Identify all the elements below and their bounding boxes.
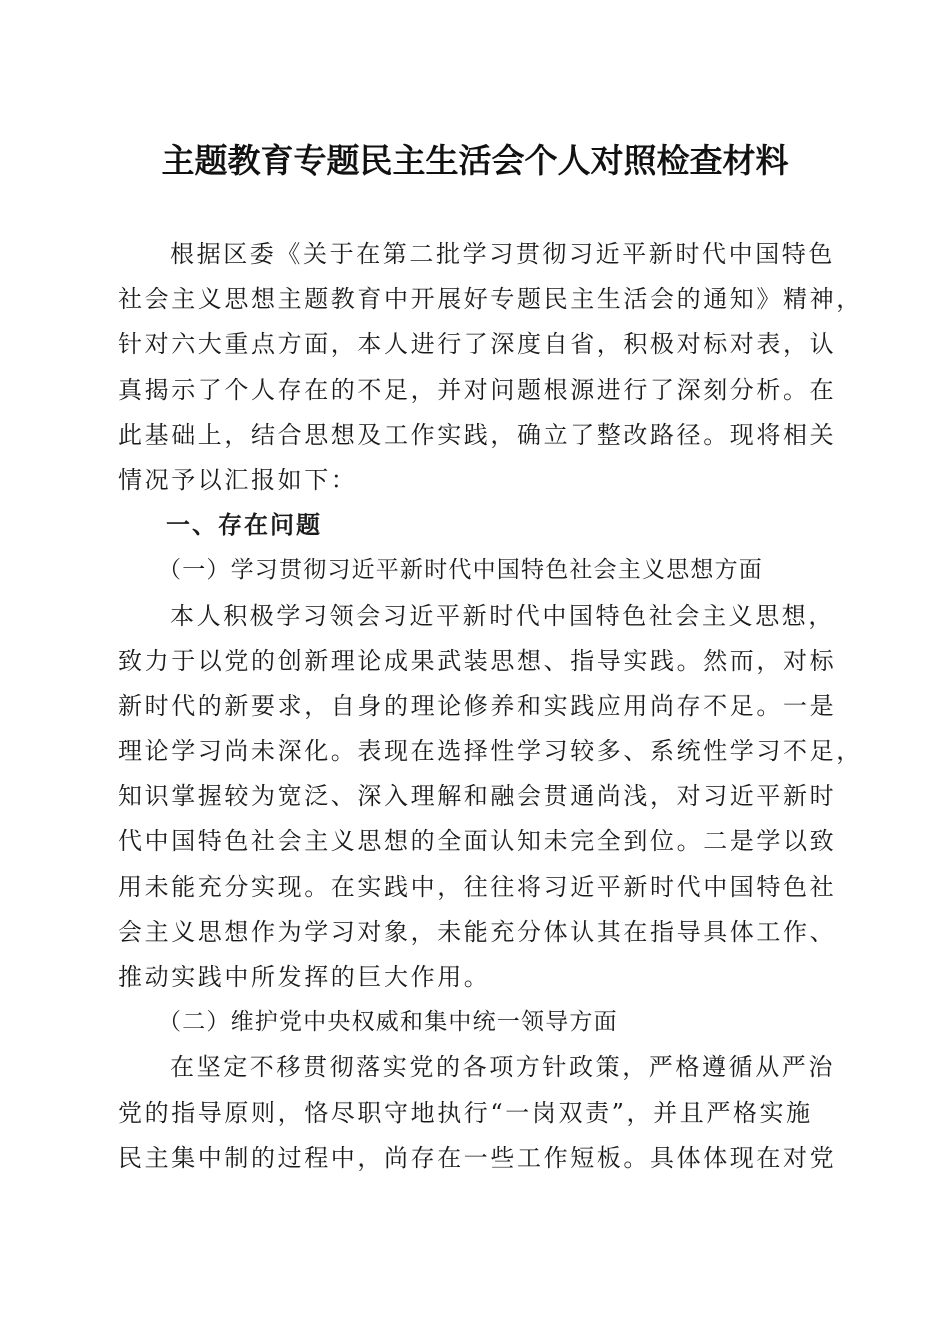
paragraph-line: 本人积极学习领会习近平新时代中国特色社会主义思想， (170, 601, 835, 630)
paragraph-line: 知识掌握较为宽泛、深入理解和融会贯通尚浅，对习近平新时 (118, 782, 837, 811)
paragraph-line: 代中国特色社会主义思想的全面认知未完全到位。二是学以致 (118, 827, 837, 856)
paragraph-line: 会主义思想作为学习对象，未能充分体认其在指导具体工作、 (118, 917, 837, 946)
subsection-heading: （二）维护党中央权威和集中统一领导方面 (158, 1009, 618, 1036)
intro-line: 情况予以汇报如下： (118, 465, 358, 494)
paragraph-line: 在坚定不移贯彻落实党的各项方针政策，严格遵循从严治 (170, 1053, 835, 1082)
intro-line: 社会主义思想主题教育中开展好专题民主生活会的通知》精神， (118, 285, 863, 314)
paragraph-line: 理论学习尚未深化。表现在选择性学习较多、系统性学习不足， (118, 737, 863, 766)
intro-line: 真揭示了个人存在的不足，并对问题根源进行了深刻分析。在 (118, 375, 837, 404)
document-title: 主题教育专题民主生活会个人对照检查材料 (161, 141, 789, 180)
paragraph-line: 用未能充分实现。在实践中，往往将习近平新时代中国特色社 (118, 872, 837, 901)
paragraph-line: 推动实践中所发挥的巨大作用。 (118, 963, 491, 991)
intro-line: 此基础上，结合思想及工作实践，确立了整改路径。现将相关 (118, 420, 837, 449)
paragraph-line: 民主集中制的过程中，尚存在一些工作短板。具体体现在对党 (118, 1143, 837, 1172)
intro-line: 根据区委《关于在第二批学习贯彻习近平新时代中国特色 (170, 240, 835, 268)
document-body (118, 232, 863, 1181)
subsection-heading: （一）学习贯彻习近平新时代中国特色社会主义思想方面 (158, 557, 763, 584)
section-heading: 一、存在问题 (166, 511, 322, 540)
intro-line: 针对六大重点方面，本人进行了深度自省，积极对标对表，认 (118, 330, 837, 359)
paragraph-line: 新时代的新要求，自身的理论修养和实践应用尚存不足。一是 (118, 691, 837, 720)
paragraph-line: 党的指导原则，恪尽职守地执行“一岗双责”，并且严格实施 (118, 1098, 813, 1127)
paragraph-line: 致力于以党的创新理论成果武装思想、指导实践。然而，对标 (118, 646, 837, 675)
